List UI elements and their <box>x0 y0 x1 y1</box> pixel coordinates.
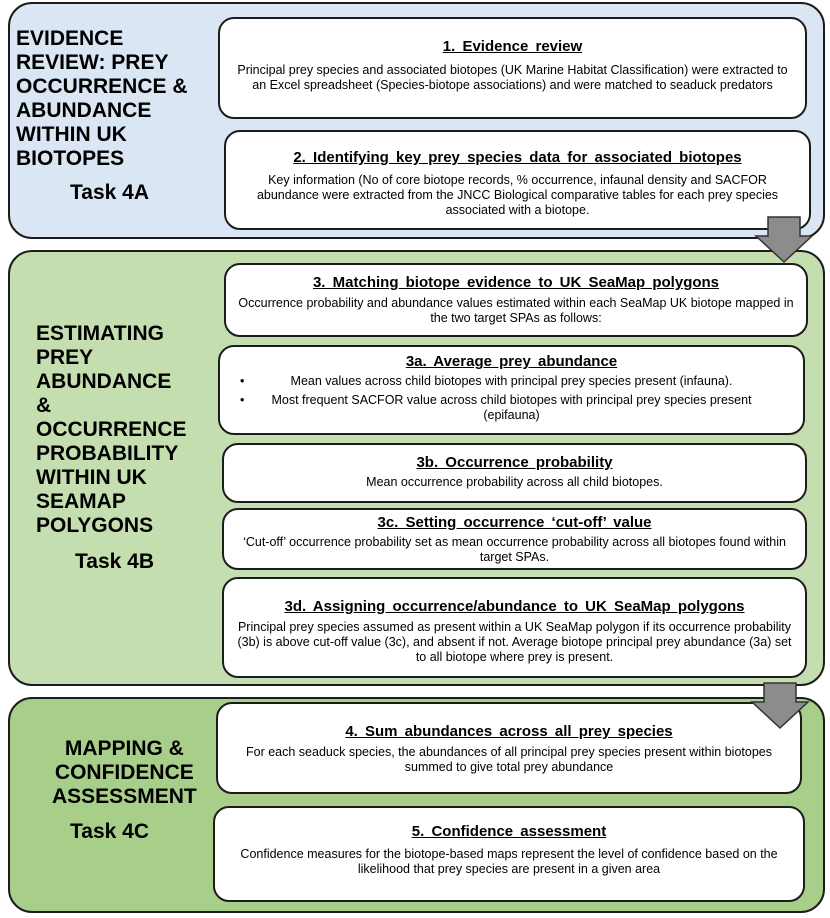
step-1-box <box>218 17 807 119</box>
step-2-title: 2. Identifying key prey species data for associated biotopes <box>293 149 742 166</box>
down-arrow-icon <box>750 682 810 730</box>
step-3-text: Occurrence probability and abundance values estimated within each SeaMap UK biotope mapped in the two target SPAs as follows: <box>238 296 794 325</box>
task-label-4c: Task 4C <box>70 820 149 843</box>
step-3a-box <box>218 345 805 435</box>
step-3d-box <box>222 577 807 678</box>
section-heading-4a: EVIDENCE REVIEW: PREY OCCURRENCE & ABUNDANCE WITHIN UK BIOTOPES <box>16 27 188 170</box>
step-1-title: 1. Evidence review <box>442 38 583 55</box>
step-5-text: Confidence measures for the biotope-based maps represent the level of confidence based on the likelihood that prey species are present in a given area <box>240 847 778 876</box>
step-3c-title: 3c. Setting occurrence ‘cut-off’ value <box>377 514 652 531</box>
step-5-title: 5. Confidence assessment <box>411 823 607 840</box>
step-1-text: Principal prey species and associated biotopes (UK Marine Habitat Classification) were extracted to an Excel spreadsheet (Species-biotope associations) and were matched to seaduck predators <box>237 63 788 92</box>
task-label-4a: Task 4A <box>70 181 149 204</box>
step-3-box <box>224 263 808 337</box>
section-heading-4c: MAPPING & CONFIDENCE ASSESSMENT <box>52 737 197 808</box>
step-3a-bullet: • Most frequent SACFOR value across child biotopes with principal prey species present (epifauna) <box>232 393 791 423</box>
step-3c-box <box>222 508 807 570</box>
down-arrow-icon <box>754 216 814 264</box>
step-3a-bullet: • Mean values across child biotopes with principal prey species present (infauna). <box>232 374 791 389</box>
section-heading-4b: ESTIMATING PREY ABUNDANCE & OCCURRENCE PROBABILITY WITHIN UK SEAMAP POLYGONS <box>36 322 187 537</box>
step-3c-text: ‘Cut-off’ occurrence probability set as mean occurrence probability across all biotopes found within target SPAs. <box>243 535 786 564</box>
step-3-title: 3. Matching biotope evidence to UK SeaMap polygons <box>312 274 720 291</box>
step-4-text: For each seaduck species, the abundances of all principal prey species present within biotopes summed to give total prey abundance <box>245 745 772 774</box>
step-3d-title: 3d. Assigning occurrence/abundance to UK SeaMap polygons <box>284 598 745 615</box>
step-3d-text: Principal prey species assumed as present within a UK SeaMap polygon if its occurrence probability (3b) is above cut-off value (3c), and absent if not. Average biotope principal prey abundance (3a) set to all biotope where prey is present. <box>237 620 792 664</box>
step-3b-text: Mean occurrence probability across all child biotopes. <box>366 475 663 489</box>
step-2-box <box>224 130 811 230</box>
step-4-box <box>216 702 802 794</box>
step-3a-bullets <box>232 374 791 423</box>
task-label-4b: Task 4B <box>75 550 154 573</box>
step-3b-title: 3b. Occurrence probability <box>416 454 613 471</box>
step-4-title: 4. Sum abundances across all prey species <box>345 723 673 740</box>
step-3a-title: 3a. Average prey abundance <box>405 353 618 370</box>
step-3b-box <box>222 443 807 503</box>
step-2-text: Key information (No of core biotope records, % occurrence, infaunal density and SACFOR abundance were extracted from the JNCC Biological comparative tables for each prey species associated with a biotope. <box>256 173 779 217</box>
step-5-box <box>213 806 805 902</box>
